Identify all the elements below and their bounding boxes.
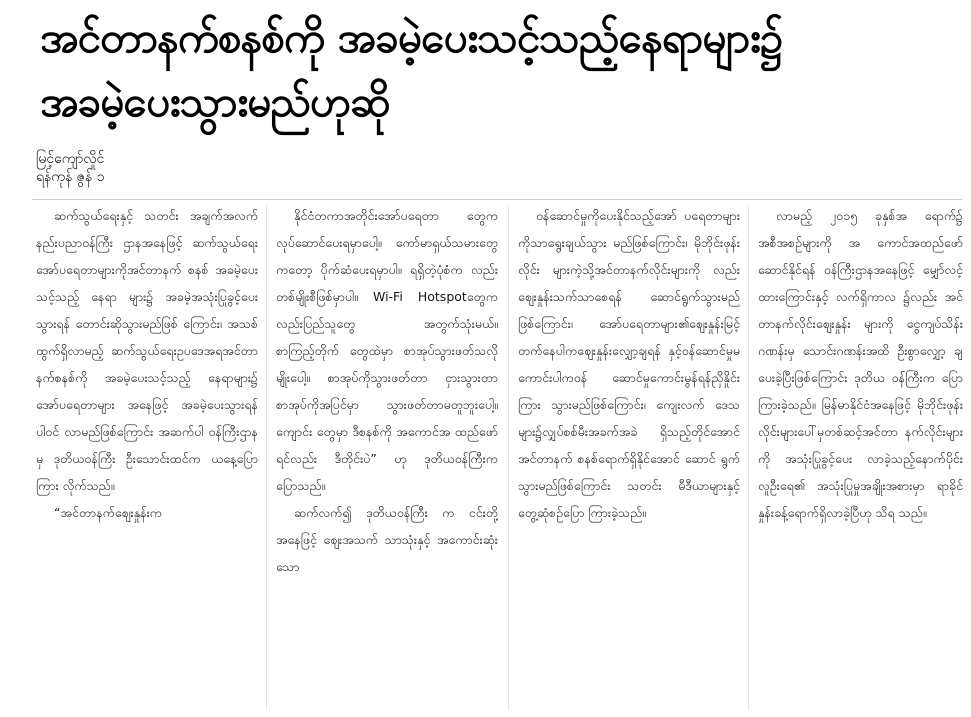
byline-author: မြင့်ကျော်လှိုင်: [36, 151, 105, 167]
headline: [40, 6, 960, 134]
column-2-paragraph-1: နိုင်ငံတကာအတိုင်းအော်ပရေတာ တွေကလုပ်ဆောင်ပေးရမှာပေါ့။ ကော်မာရှယ်သမားတွေကတော့ ပိုက်ဆံပေးရမှာပါ။ ရရှိတဲ့ပုံစံက လည်း တစ်မျိုးစီဖြစ်မှာပါ။ Wi-Fi Hotspotတွေကလည်းပြည်သူတွေ အတွက်သုံးမယ်။ စာကြည့်တိုက် တွေထဲမှာ စာအုပ်သွားဖတ်သလို မျိုးပေါ့။ စာအုပ်ကိုသွားဖတ်တာ ငှားသွားတာ စာအုပ်ကိုအပြင်မှာ သွားဖတ်တာမတူဘူးပေါ့။ကျောင်း တွေမှာ ဒီစနစ်ကို အကောင်အ ထည်ဖော်ရင်လည်း ဒီတိုင်းပဲ” ဟု ဒုတိယဝန်ကြီးကပြောသည်။: [276, 208, 498, 493]
headline-line-2: အခမဲ့ပေးသွားမည်ဟုဆို: [40, 77, 390, 126]
article-column-1: [36, 202, 258, 712]
headline-line-1: အင်တာနက်စနစ်ကို အခမဲ့ပေးသင့်သည့်နေရာများ၌: [40, 13, 783, 62]
column-3-paragraph-1: ဝန်ဆောင်မှုကိုပေးနိုင်သည့်အော် ပရေတာများကိုသာရွေးချယ်သွား မည်ဖြစ်ကြောင်း၊ မိုဘိုင်းဖုန်းလိုင်း များကဲ့သို့အင်တာနက်လိုင်းများကို လည်း ဈေးနှုန်းသက်သာစေရန် ဆောင်ရွက်သွားမည်ဖြစ်ကြောင်း၊ အော်ပရေတာများ၏ဈေးနှုန်းမြင့် တက်နေပါကဈေးနှုန်းလျှော့ချရန် နှင့်ဝန်ဆောင်မှုမကောင်းပါကဝန် ဆောင်မှုကောင်းမွန်ရန်ညှိနှိုင်းကြား သွားမည်ဖြစ်ကြောင်း၊ ကျေးလက် ဒေသများ၌လျှပ်စစ်မီးအခက်အခဲ ရှိသည့်တိုင်အောင် အင်တာနက် စနစ်ရောက်ရှိနိုင်အောင် ဆောင် ရွက်သွားမည်ဖြစ်ကြောင်း သတင်း မီဒီယာများနှင့် တွေ့ဆုံစဉ်ပြော ကြားခဲ့သည်။: [518, 208, 740, 520]
column-divider: [266, 205, 267, 710]
article-column-4: [758, 202, 963, 712]
header-divider: [32, 199, 962, 200]
column-1-paragraph-1: ဆက်သွယ်ရေးနှင့် သတင်း အချက်အလက်နည်းပညာဝန်ကြီး ဌာနအနေဖြင့် ဆက်သွယ်ရေး အော်ပရေတာများကိုအင်တာနက် စနစ် အခမဲ့ပေးသင့်သည့် နေရာ များ၌ အခမဲ့အသုံးပြုခွင့်ပေး သွားရန် တောင်းဆိုသွားမည်ဖြစ် ကြောင်း၊ အသစ်ထွက်ရှိလာမည့် ဆက်သွယ်ရေးဥပဒေအရအင်တာ နက်စနစ်ကို အခမဲ့ပေးသင့်သည့် နေရာများ၌ အော်ပရေတာများ အနေဖြင့် အခမဲ့ပေးသွားရန် ပါဝင် လာမည်ဖြစ်ကြောင်း အဆက်ပါ ဝန်ကြီးဌာနမှ ဒုတိယဝန်ကြီး ဦးသောင်းထင်က ယနေ့ပြောကြား လိုက်သည်။: [36, 208, 258, 493]
column-4-paragraph-1: လာမည့် ၂၀၁၅ ခုနှစ်အ ရောက်၌ အစီအစဉ်များကို အ ကောင်အထည်ဖော်ဆောင်နိုင်ရန် ဝန်ကြီးဌာနအနေဖြင့် မျှော်လင့် ထားကြောင်းနှင့် လက်ရှိကာလ ၌လည်း အင်တာနက်လိုင်းဈေးနှုန်း များကို ငွေကျပ်သိန်းဂဏန်းမှ သောင်းဂဏန်းအထိ ဦးစွာလျှော့ ချပေးခဲ့ပြီးဖြစ်ကြောင်း ဒုတိယ ဝန်ကြီးက ပြောကြားခဲ့သည်။ မြန်မာနိုင်ငံအနေဖြင့် မိုဘိုင်းဖုန်း လိုင်းများပေါ်မှတစ်ဆင့်အင်တာ နက်လိုင်းများကို အသုံးပြုခွင့်ပေး လာခဲ့သည့်နောက်ပိုင်း လူဦးရေ၏ အသုံးပြုမှုအချိုးအစားမှာ ရာခိုင် နှုန်းခန့်ရောက်ရှိလာခဲ့ပြီဟု သိရ သည်။: [758, 208, 963, 520]
article-column-3: [518, 202, 740, 712]
column-divider: [508, 205, 509, 710]
column-divider: [748, 205, 749, 710]
column-2-paragraph-2: ဆက်လက်၍ ဒုတိယဝန်ကြီး က ငင်းတို့အနေဖြင့် ဈေးအသက် သာသုံးနှင့် အကောင်းဆုံးသော: [276, 505, 498, 574]
byline-place: ရန်ကုန် ဇွန် ၁: [36, 169, 105, 185]
article-column-2: [276, 202, 498, 712]
byline: [36, 150, 105, 186]
column-1-paragraph-2: “အင်တာနက်ဈေးနှုန်းက: [54, 505, 162, 520]
